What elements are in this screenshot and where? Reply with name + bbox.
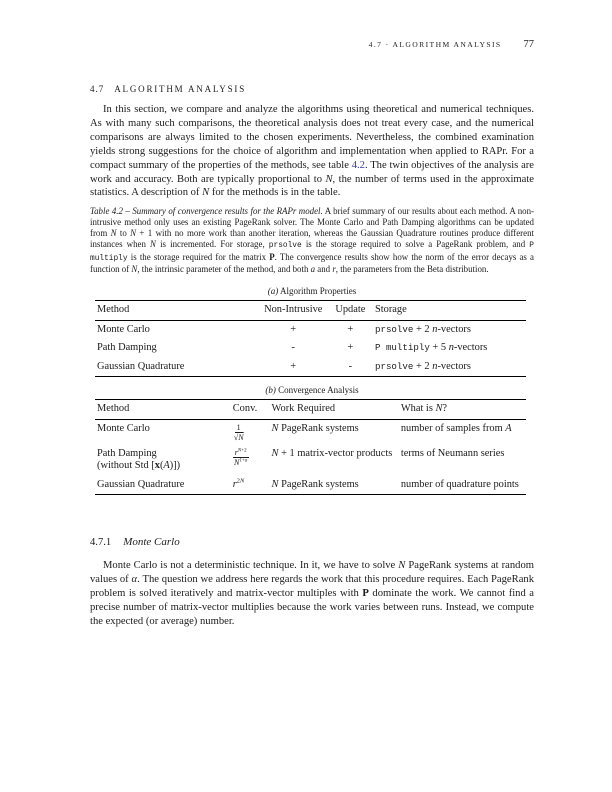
intro-paragraph: In this section, we compare and analyze the algorithms using theoretical and numerical techniques. As with many such comparisons, the theoretical analysis does not treat every case, and the numerical comparisons are always limited to the chosen experiments. Nevertheless, the combined examination yields strong suggestions for the choice of algorithm and implementation when applied to RAPr. For a compact summary of the properties of the methods, see table 4.2. The twin objectives of the analysis are work and accuracy. Both are typically proportional to N, the number of terms used in the approximate statistics. A description of N for the methods is in the table. <box>90 104 534 199</box>
convergence-analysis-table <box>95 399 526 495</box>
table-cell: number of quadrature points <box>400 478 519 490</box>
subsection-heading <box>90 536 534 548</box>
table-block <box>90 286 534 495</box>
running-title: 4.7 · ALGORITHM ANALYSIS <box>368 40 502 49</box>
table-cell: N PageRank systems <box>271 478 359 490</box>
table-ref-link[interactable]: 4.2 <box>351 159 365 171</box>
content-column <box>90 84 534 629</box>
table-cell: terms of Neumann series <box>400 448 505 460</box>
column-header: Update <box>328 301 373 321</box>
table-cell <box>231 445 270 476</box>
table-row <box>95 419 526 445</box>
table-cell: prsolve + 2 n-vectors <box>374 360 471 372</box>
subsection-title: Monte Carlo <box>123 536 180 549</box>
table-a-caption: (a) Algorithm Properties <box>267 286 357 297</box>
table-cell: P multiply + 5 n-vectors <box>374 342 488 354</box>
column-header: Storage <box>373 301 526 321</box>
algorithm-properties-table <box>95 300 526 377</box>
table-caption: Table 4.2 – Summary of convergence results for the RAPr model. A brief summary of our results about each method. A non-intrusive method only uses an existing PageRank solver. The Monte Carlo and Path Damping algorithms can be updated from N to N + 1 with no more work than another iteration, whereas the Gaussian Quadrature routines produce different instances when N is incremented. For storage, prsolve is the storage required to solve a PageRank problem, and P multiply is the storage required for the matrix P. The convergence results show how the norm of the error decays as a function of N, the intrinsic parameter of the method, and both a and r, the parameters from the Beta distribution. <box>90 206 534 275</box>
table-cell: N + 1 matrix-vector products <box>271 448 393 460</box>
table-row <box>95 339 526 358</box>
column-header: Work Required <box>270 400 399 420</box>
table-cell: Path Damping <box>97 342 157 354</box>
table-cell: + <box>347 323 354 335</box>
table-row <box>95 445 526 476</box>
column-header: Conv. <box>231 400 270 420</box>
section-heading <box>90 84 534 94</box>
table-cell: Gaussian Quadrature <box>97 478 185 490</box>
table-cell: + <box>347 342 354 354</box>
math-fraction: $\frac{r^{N+2}}{N^{1+a}}$ <box>234 448 248 468</box>
table-cell: - <box>291 342 295 354</box>
table-cell: Path Damping (without Std [x(A)]) <box>97 448 181 472</box>
monte-carlo-paragraph: Monte Carlo is not a deterministic technique. In it, we have to solve N PageRank systems at random values of α. The question we address here regards the work that this procedure requires. Each PageRank problem is solved iteratively and matrix-vector multiples with P dominate the work. We cannot find a precise number of matrix-vector multiplies because the work varies between runs. Instead, we compute the expected (or average) number. <box>90 560 534 627</box>
table-cell: Monte Carlo <box>97 323 150 335</box>
table-cell: + <box>290 360 297 372</box>
table-cell: N PageRank systems <box>271 422 359 434</box>
table-header-row <box>95 301 526 321</box>
table-cell: - <box>348 360 353 372</box>
section-title: ALGORITHM ANALYSIS <box>114 84 247 94</box>
table-cell: Gaussian Quadrature <box>97 360 185 372</box>
table-header-row <box>95 400 526 420</box>
running-header <box>90 39 534 50</box>
table-cell <box>231 419 270 445</box>
table-cell: number of samples from A <box>400 422 512 434</box>
table-b-caption: (b) Convergence Analysis <box>265 385 359 396</box>
column-header: Method <box>95 301 259 321</box>
table-cell: $r^{2N}$ <box>232 477 245 490</box>
table-cell: Monte Carlo <box>97 422 150 434</box>
table-cell: prsolve + 2 n-vectors <box>374 323 471 335</box>
column-header: What is N? <box>399 400 526 420</box>
column-header: Non-Intrusive <box>259 301 328 321</box>
table-row <box>95 358 526 377</box>
table-row <box>95 320 526 339</box>
section-number: 4.7 <box>90 84 105 94</box>
column-header: Method <box>95 400 231 420</box>
table-row <box>95 476 526 495</box>
math-fraction: $\frac{1}{√N}$ <box>233 422 244 442</box>
table-cell: + <box>290 323 297 335</box>
page-number: 77 <box>523 39 534 50</box>
subsection-number: 4.7.1 <box>90 537 112 549</box>
